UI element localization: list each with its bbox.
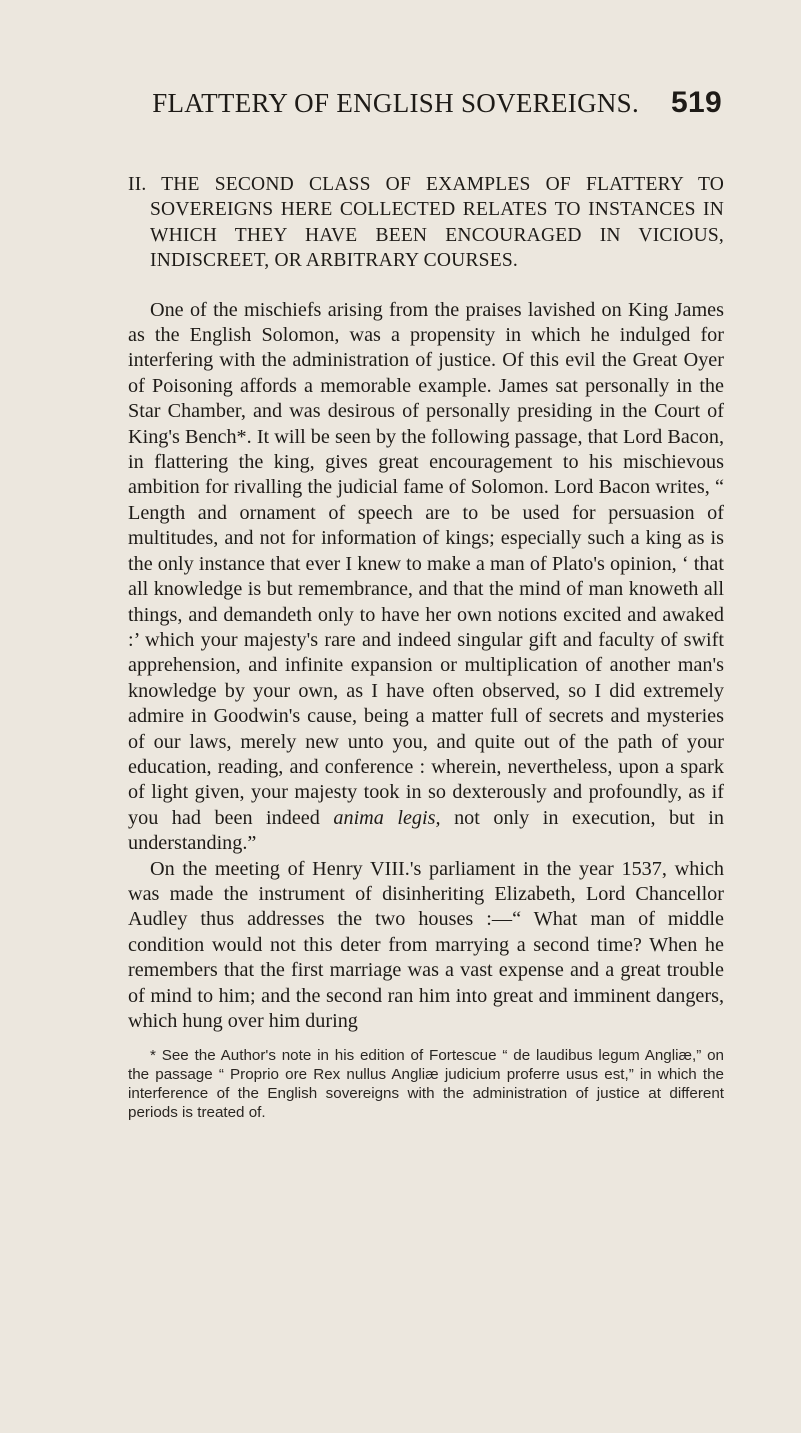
body-paragraph-1 (128, 298, 724, 857)
running-header (110, 86, 722, 120)
page-number: 519 (671, 86, 722, 119)
paragraph-1-text-b: not only in execution, but in understanding.” (128, 806, 724, 855)
running-title: FLATTERY OF ENGLISH SOVEREIGNS. (152, 88, 640, 118)
footnote: * See the Author's note in his edition of Fortescue “ de laudibus legum Angliæ,” on the passage “ Proprio ore Rex nullus Angliæ judicium proferre usus est,” in which the interference of the English sovereigns with the administration of justice at different periods is treated of. (128, 1047, 724, 1122)
body-paragraph-2: On the meeting of Henry VIII.'s parliament in the year 1537, which was made the instrument of disinheriting Elizabeth, Lord Chancellor Audley thus addresses the two houses :—“ What man of middle condition would not this deter from marrying a second time? When he remembers that the first marriage was a vast expense and a great trouble of mind to him; and the second ran him into great and imminent dangers, which hung over him during (128, 857, 724, 1032)
section-heading: II. THE SECOND CLASS OF EXAMPLES OF FLATTERY TO SOVEREIGNS HERE COLLECTED RELATES TO INSTANCES IN WHICH THEY HAVE BEEN ENCOURAGED IN VICIOUS, INDISCREET, OR ARBITRARY COURSES. (128, 174, 724, 272)
text-block (128, 172, 724, 1122)
paragraph-1-text-a: One of the mischiefs arising from the praises lavished on King James as the English Solomon, was a propensity in which he indulged for interfering with the administration of justice. Of this evil the Great Oyer of Poisoning affords a memorable example. James sat personally in the Star Chamber, and was desirous of personally presiding in the Court of King's Bench*. It will be seen by the following passage, that Lord Bacon, in flattering the king, gives great encouragement to his mischievous ambition for rivalling the judicial fame of Solomon. Lord Bacon writes, “ Length and ornament of speech are to be used for persuasion of multitudes, and not for information of kings; especially such a king as is the only instance that ever I knew to make a man of Plato's opinion, ‘ that all knowledge is but remembrance, and that the mind of man knoweth all things, and demandeth only to have her own notions excited and awaked :’ which your majesty's rare and indeed singular gift and faculty of swift apprehension, and infinite expansion or multiplication of another man's knowledge by your own, as I have often observed, so I did extremely admire in Goodwin's cause, being a matter full of secrets and mysteries of our laws, merely new unto you, and quite out of the path of your education, reading, and conference : wherein, nevertheless, upon a spark of light given, your majesty took in so dexterously and profoundly, as if you had been indeed (128, 298, 724, 829)
italic-phrase: anima legis, (333, 806, 441, 829)
